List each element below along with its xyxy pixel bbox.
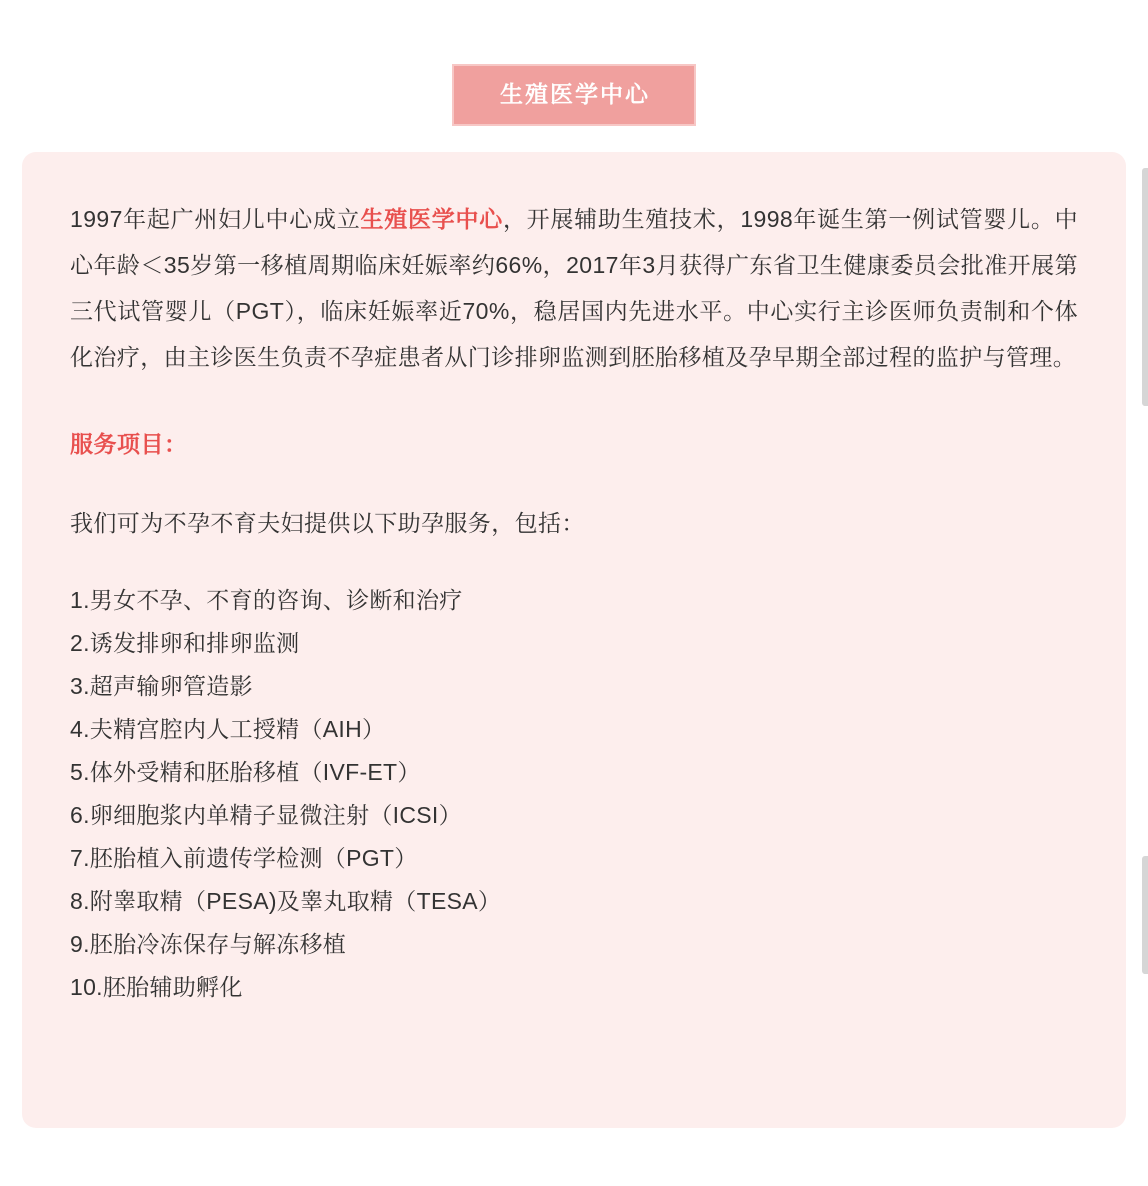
scroll-indicator-lower[interactable] — [1142, 856, 1148, 974]
content-card — [22, 152, 1126, 1128]
list-item: 1.男女不孕、不育的咨询、诊断和治疗 — [70, 587, 463, 613]
list-item: 10.胚胎辅助孵化 — [70, 974, 243, 1000]
intro-paragraph — [70, 196, 1078, 380]
list-item: 9.胚胎冷冻保存与解冻移植 — [70, 931, 347, 957]
intro-highlight-text: 生殖医学中心 — [360, 206, 503, 232]
list-item: 5.体外受精和胚胎移植（IVF-ET） — [70, 759, 421, 785]
list-item: 2.诱发排卵和排卵监测 — [70, 630, 300, 656]
services-list — [70, 579, 1078, 1009]
intro-prefix-text: 1997年起广州妇儿中心成立 — [70, 206, 361, 232]
list-item: 8.附睾取精（PESA)及睾丸取精（TESA） — [70, 888, 502, 914]
list-item: 4.夫精宫腔内人工授精（AIH） — [70, 716, 386, 742]
services-lead-text: 我们可为不孕不育夫妇提供以下助孕服务，包括： — [70, 510, 585, 536]
list-item: 3.超声输卵管造影 — [70, 673, 253, 699]
list-item: 7.胚胎植入前遗传学检测（PGT） — [70, 845, 418, 871]
page-title-badge: 生殖医学中心 — [452, 64, 696, 126]
list-item: 6.卵细胞浆内单精子显微注射（ICSI） — [70, 802, 462, 828]
title-section — [0, 0, 1148, 126]
intro-suffix-text: ，开展辅助生殖技术，1998年诞生第一例试管婴儿。中心年龄＜35岁第一移植周期临床妊娠率约66%，2017年3月获得广东省卫生健康委员会批准开展第三代试管婴儿（PGT），临床妊娠率近70%，稳居国内先进水平。中心实行主诊医师负责制和个体化治疗，由主诊医生负责不孕症患者从门诊排卵监测到胚胎移植及孕早期全部过程的监护与管理。 — [70, 206, 1078, 370]
services-section-title: 服务项目： — [70, 431, 188, 457]
scroll-indicator-upper[interactable] — [1142, 168, 1148, 406]
